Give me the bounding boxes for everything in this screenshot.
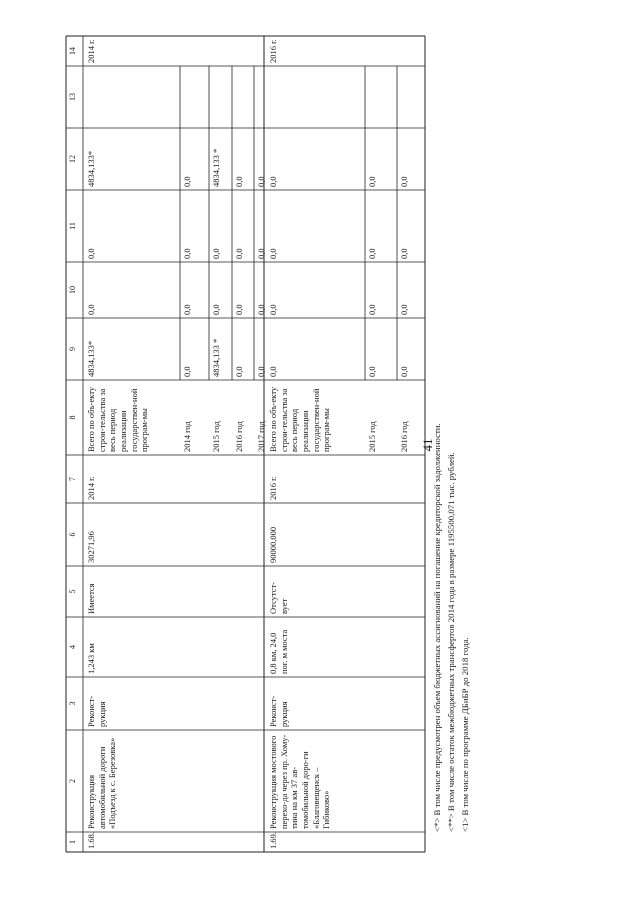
cell-value: 4834,133*: [86, 150, 96, 187]
column-header: 7: [68, 477, 77, 481]
cell-start_year: 2016 г.: [268, 476, 278, 500]
cell-value: 0,0: [399, 366, 409, 377]
footnote: <*> В том числе предусмотрен объем бюджетных ассигнований на погашение кредиторской задолженности.: [432, 423, 442, 832]
cell-value: 0,0: [256, 248, 266, 259]
cell-value: 0,0: [182, 366, 192, 377]
cell-value: 0,0: [86, 304, 96, 315]
subrow-label: 2014 год: [182, 421, 192, 452]
cell-value: 4834,133 *: [211, 148, 221, 187]
column-header: 11: [68, 222, 77, 230]
cell-value: 0,0: [86, 248, 96, 259]
cell-name: Реконструкция мостового перехо-да через пр. Хому-тина на км 37 ав-томобильной доро-ги «Благовещенск –Гибиково»: [268, 734, 332, 829]
subrow-label: 2015 год: [367, 421, 377, 452]
cell-value: 0,0: [211, 304, 221, 315]
footnote: <1> В том числе по программе ДБиБР до 2018 года.: [460, 637, 470, 832]
cell-value: 4834,133 *: [211, 338, 221, 377]
column-header: 6: [68, 532, 77, 537]
cell-value: 0,0: [367, 248, 377, 259]
subrow-label: 2015 год: [211, 421, 221, 452]
cell-value: 0,0: [234, 366, 244, 377]
cell-value: 0,0: [256, 304, 266, 315]
cell-start_year: 2014 г.: [86, 476, 96, 500]
cell-value: 0,0: [399, 304, 409, 315]
column-header: 3: [68, 701, 77, 706]
column-header: 8: [68, 415, 77, 420]
cell-value: 0,0: [182, 304, 192, 315]
subrow-label: 2016 год: [234, 421, 244, 452]
cell-value: 0,0: [367, 366, 377, 377]
cell-value: 0,0: [211, 248, 221, 259]
column-header: 9: [68, 347, 77, 351]
page-number: 41: [420, 438, 435, 452]
cell-value: 0,0: [234, 248, 244, 259]
column-header: 10: [68, 286, 77, 294]
cell-value: 0,0: [182, 176, 192, 187]
subrow-label: 2016 год: [399, 421, 409, 452]
subrow-label: Всего по объ-екту строи-тельства за весь период реализации государствен-ной програм-мы: [86, 386, 150, 452]
column-header: 12: [68, 155, 77, 163]
column-header: 13: [68, 93, 77, 101]
column-header: 14: [68, 47, 77, 55]
column-header: 5: [68, 589, 77, 594]
cell-capacity: 0,8 км, 24,0 пог. м моста: [268, 629, 289, 674]
footnote: <**> В том числе остаток межбюджетных трансфертов 2014 года в размере 1195500,071 тыс. рублей.: [446, 452, 456, 832]
cell-capacity: 1,243 км: [86, 643, 96, 674]
cell-cost: 30271,96: [86, 531, 96, 563]
cell-num: 1.68.: [86, 832, 96, 849]
cell-value: 0,0: [399, 248, 409, 259]
cell-value: 0,0: [234, 176, 244, 187]
cell-end-year: 2016 г.: [268, 39, 278, 63]
cell-value: 0,0: [182, 248, 192, 259]
subrow-label: 2017 год: [256, 421, 266, 452]
cell-end-year: 2014 г.: [86, 39, 96, 63]
column-header: 1: [68, 840, 77, 844]
cell-value: 4834,133*: [86, 340, 96, 377]
cell-value: 0,0: [268, 248, 278, 259]
cell-value: 0,0: [268, 304, 278, 315]
cell-value: 0,0: [367, 304, 377, 315]
cell-num: 1.69.: [268, 832, 278, 849]
column-header: 4: [68, 645, 77, 649]
cell-value: 0,0: [256, 176, 266, 187]
cell-value: 0,0: [268, 176, 278, 187]
cell-value: 0,0: [367, 176, 377, 187]
cell-value: 0,0: [256, 366, 266, 377]
cell-value: 0,0: [268, 366, 278, 377]
cell-value: 0,0: [399, 176, 409, 187]
cell-name: Реконструкция автомобильной дороги «Подъезд к с. Березовка»: [86, 737, 118, 829]
cell-design_doc: Имеется: [86, 583, 96, 614]
cell-cost: 90000,000: [268, 526, 278, 563]
cell-work_type: Реконст-рукция: [86, 695, 107, 727]
subrow-label: Всего по объ-екту строи-тельства за весь период реализации государствен-ной програм-мы: [268, 386, 332, 452]
cell-work_type: Реконст-рукция: [268, 695, 289, 727]
cell-design_doc: Отсутст-вует: [268, 581, 289, 614]
cell-value: 0,0: [234, 304, 244, 315]
column-header: 2: [68, 779, 77, 783]
